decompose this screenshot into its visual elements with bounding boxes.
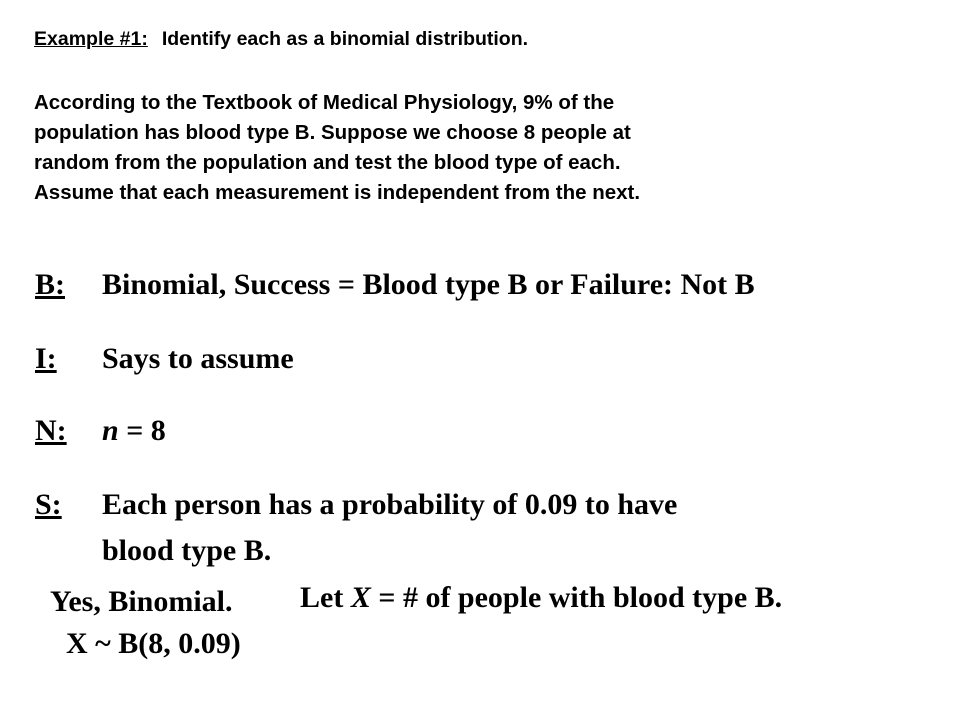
problem-line-1: According to the Textbook of Medical Physiology, 9% of the (34, 91, 615, 114)
distribution-notation: X ~ B(8, 0.09) (66, 627, 241, 660)
criterion-s-answer-line-2: blood type B. (102, 534, 272, 567)
problem-statement (34, 88, 914, 208)
criterion-n-answer (102, 414, 166, 448)
problem-line-4: Assume that each measurement is independent from the next. (34, 181, 641, 204)
criterion-n-value: = 8 (118, 414, 166, 447)
criterion-b-answer: Binomial, Success = Blood type B or Failure: Not B (102, 268, 755, 301)
example-heading (34, 28, 528, 51)
let-variable: X (350, 581, 371, 614)
let-prefix: Let (300, 581, 351, 614)
criterion-s-answer-line-1: Each person has a probability of 0.09 to have (102, 488, 678, 521)
criterion-i-answer: Says to assume (102, 342, 294, 375)
criterion-s-letter: S: (35, 488, 62, 521)
example-instruction: Identify each as a binomial distribution. (161, 28, 529, 50)
let-description: = # of people with blood type B. (370, 581, 783, 614)
criterion-i-letter: I: (35, 342, 57, 375)
conclusion-yes-binomial: Yes, Binomial. (50, 585, 233, 618)
random-variable-definition (300, 581, 782, 615)
criterion-n-variable: n (102, 414, 119, 447)
problem-line-3: random from the population and test the blood type of each. (34, 151, 621, 174)
problem-line-2: population has blood type B. Suppose we choose 8 people at (34, 121, 631, 144)
example-label: Example #1: (34, 28, 148, 50)
criterion-b-letter: B: (35, 268, 65, 301)
criterion-n-letter: N: (35, 414, 67, 447)
